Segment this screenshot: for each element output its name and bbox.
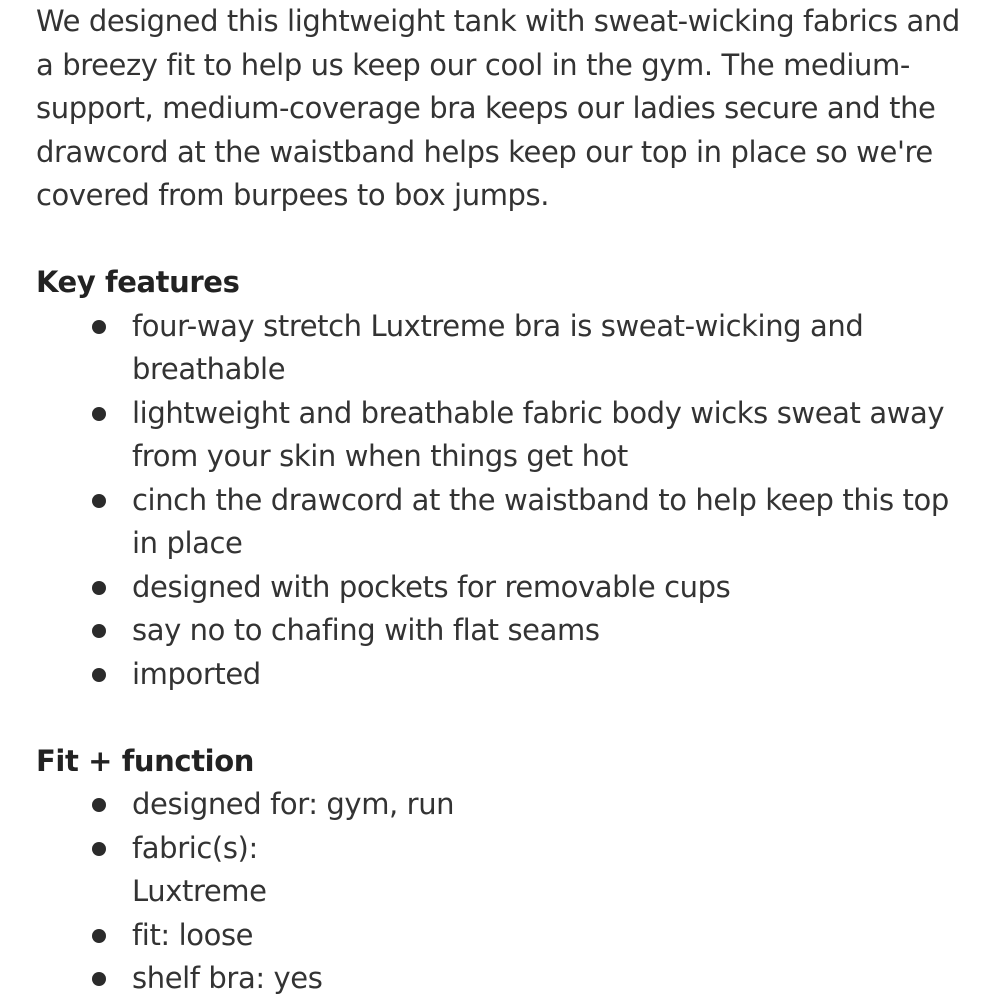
list-item-text: fit: loose [132,917,254,952]
list-item-text: designed for: gym, run [132,787,455,821]
bullet-icon [92,842,106,856]
bullet-icon [92,798,106,812]
list-item [36,305,976,392]
list-item [36,392,976,479]
product-description: We designed this lightweight tank with sweat-wicking fabrics and a breezy fit to help us keep our cool in the gym. The medium-support, medium-coverage bra keeps our ladies secure and the drawcord at the waistband helps keep our top in place so we're covered from burpees to box jumps. [36,4,960,212]
bullet-icon [92,581,106,595]
bullet-icon [92,494,106,508]
list-item [36,479,976,566]
bullet-icon [92,407,106,421]
bullet-icon [92,320,106,334]
bullet-icon [92,668,106,682]
fit-function-list [36,783,976,1001]
key-features-list [36,305,976,697]
list-item [36,566,976,610]
bullet-icon [92,929,106,943]
list-item [36,914,976,958]
list-item [36,827,976,914]
list-item-text: cinch the drawcord at the waistband to help keep this top in place [132,482,949,560]
key-features-heading: Key features [36,265,240,299]
product-details [36,0,976,1001]
section-spacer [36,696,976,740]
list-item-text: lightweight and breathable fabric body wicks sweat away from your skin when things get hot [132,395,945,473]
list-item [36,653,976,697]
list-item [36,783,976,827]
bullet-icon [92,972,106,986]
list-item-text: shelf bra: yes [132,961,323,995]
section-spacer [36,218,976,262]
list-item-text: imported [132,656,261,691]
bullet-icon [92,624,106,638]
fabric-value: Luxtreme [132,874,267,908]
list-item-text: designed with pockets for removable cups [132,569,731,604]
fit-function-heading: Fit + function [36,743,254,778]
list-item [36,609,976,653]
list-item-text: fabric(s): [132,830,258,865]
list-item [36,957,976,1001]
list-item-text: say no to chafing with flat seams [132,613,600,647]
list-item-text: four-way stretch Luxtreme bra is sweat-wicking and breathable [132,308,864,386]
